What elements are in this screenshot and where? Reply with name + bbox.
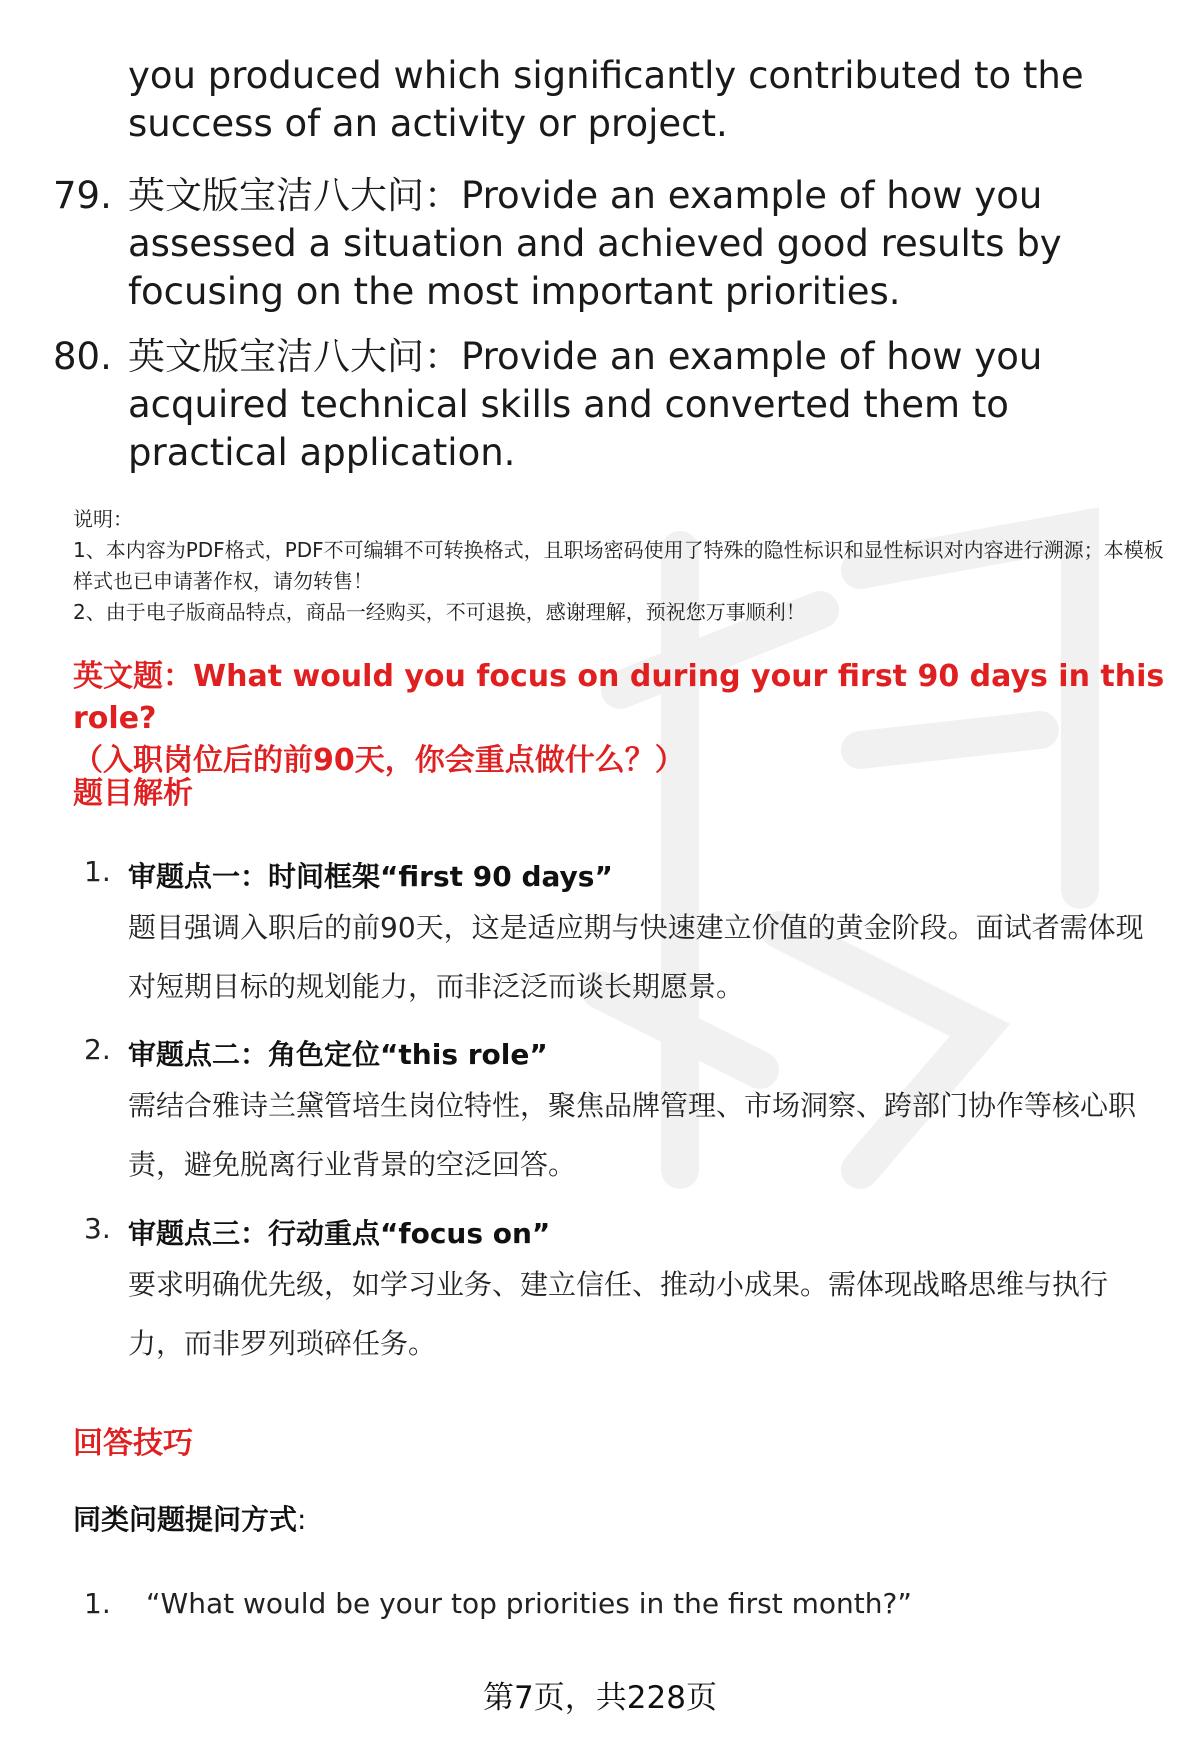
item-heading: 审题点一：时间框架“first 90 days”	[128, 860, 613, 893]
notes-heading: 说明：	[73, 507, 133, 531]
question-text: 英文版宝洁八大问：Provide an example of how you acquired technical skills and converted them to practical application.	[128, 335, 1043, 474]
item-heading: 审题点二：角色定位“this role”	[128, 1038, 548, 1071]
question-text: you produced which significantly contributed to the success of an activity or project.	[128, 54, 1084, 145]
question-number: 80.	[53, 335, 112, 378]
item-number: 3.	[84, 1212, 111, 1245]
question-text: 英文版宝洁八大问：Provide an example of how you assessed a situation and achieved good results by focusing on the most important priorities.	[128, 174, 1062, 313]
analysis-title: 题目解析	[73, 776, 193, 811]
page-number: 第7页，共228页	[483, 1680, 717, 1716]
similar-questions-heading	[73, 1498, 306, 1538]
tips-title: 回答技巧	[73, 1426, 193, 1461]
item-body: 要求明确优先级，如学习业务、建立信任、推动小成果。需体现战略思维与执行力，而非罗列琐碎任务。	[128, 1268, 1109, 1360]
similar-questions-label: 同类问题提问方式	[73, 1503, 298, 1536]
item-number: 2.	[84, 1033, 111, 1066]
example-question: “What would be your top priorities in the first month?”	[146, 1587, 912, 1620]
english-question-title	[73, 656, 1173, 782]
notes-line-1: 1、本内容为PDF格式，PDF不可编辑不可转换格式，且职场密码使用了特殊的隐性标识和显性标识对内容进行溯源；本模板样式也已申请著作权，请勿转售！	[73, 538, 1164, 593]
english-question-line: 英文题：What would you focus on during your first 90 days in this role?	[73, 659, 1165, 736]
item-body: 题目强调入职后的前90天，这是适应期与快速建立价值的黄金阶段。面试者需体现对短期目标的规划能力，而非泛泛而谈长期愿景。	[128, 911, 1144, 1003]
chinese-translation-line: （入职岗位后的前90天，你会重点做什么？）	[73, 743, 685, 778]
notes-line-2: 2、由于电子版商品特点，商品一经购买，不可退换，感谢理解，预祝您万事顺利！	[73, 600, 806, 624]
item-heading: 审题点三：行动重点“focus on”	[128, 1217, 551, 1250]
heading-colon: :	[297, 1503, 307, 1536]
item-body: 需结合雅诗兰黛管培生岗位特性，聚焦品牌管理、市场洞察、跨部门协作等核心职责，避免脱离行业背景的空泛回答。	[128, 1089, 1137, 1181]
item-number: 1.	[84, 855, 111, 888]
example-number: 1.	[84, 1587, 111, 1620]
notes-block	[73, 504, 1173, 628]
question-number: 79.	[53, 174, 112, 217]
